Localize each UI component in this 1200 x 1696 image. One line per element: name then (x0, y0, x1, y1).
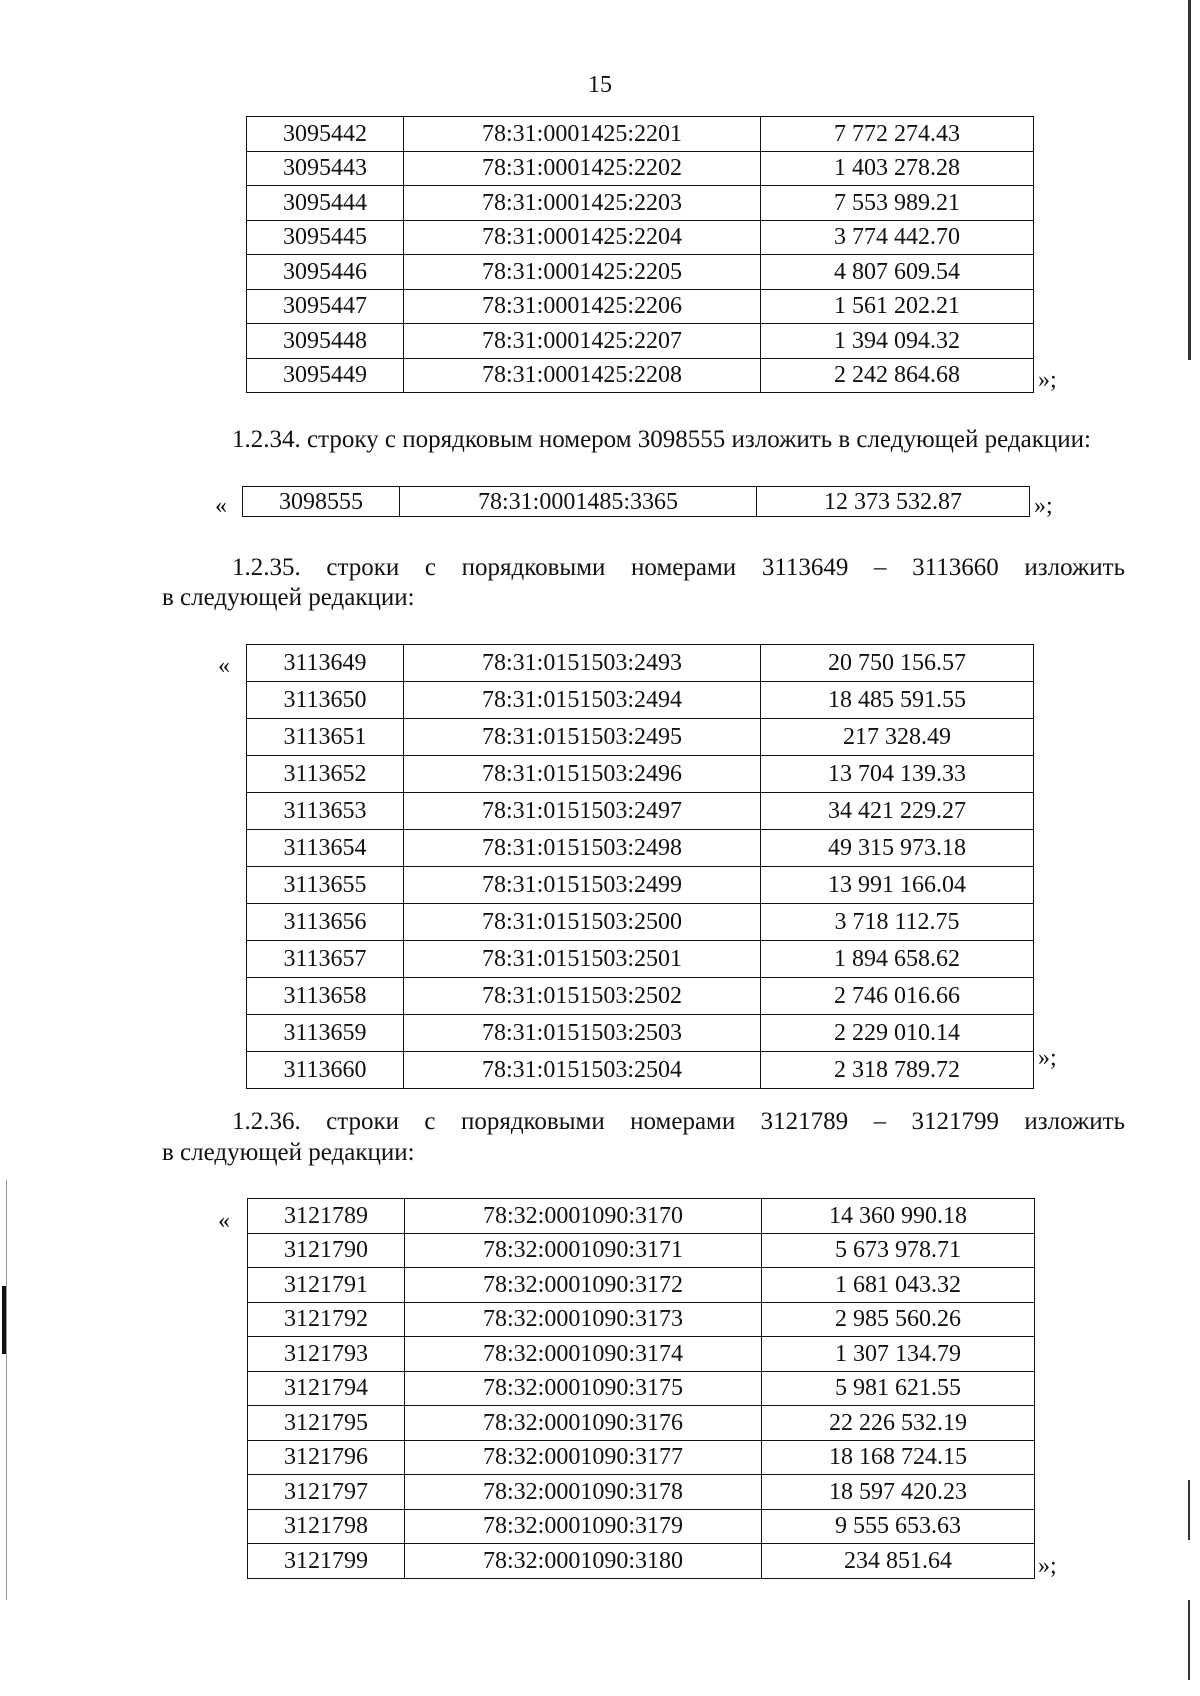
heading-1-2-36-line1: 1.2.36. строки с порядковыми номерами 3121789 – 3121799 изложить (232, 1108, 1125, 1135)
row-number-cell: 3121789 (248, 1199, 405, 1234)
cadastral-value-cell: 18 597 420.23 (762, 1475, 1035, 1510)
close-quote: »; (1034, 493, 1053, 519)
cadastral-number-cell: 78:31:0001425:2201 (404, 117, 761, 152)
heading-1-2-36-line2: в следующей редакции: (162, 1139, 415, 1166)
row-number-cell: 3095449 (247, 358, 404, 393)
row-number-cell: 3113652 (247, 756, 404, 793)
cadastral-number-cell: 78:32:0001090:3172 (405, 1268, 762, 1303)
cadastral-value-cell: 4 807 609.54 (761, 255, 1034, 290)
cadastral-value-cell: 5 981 621.55 (762, 1371, 1035, 1406)
table-row (247, 904, 1034, 941)
cadastral-value-cell: 217 328.49 (761, 719, 1034, 756)
cadastral-value-cell: 5 673 978.71 (762, 1233, 1035, 1268)
close-quote: »; (1038, 1553, 1057, 1579)
cadastral-value-cell: 2 242 864.68 (761, 358, 1034, 393)
cadastral-value-cell: 7 553 989.21 (761, 186, 1034, 221)
row-number-cell: 3121790 (248, 1233, 405, 1268)
close-quote: »; (1038, 1045, 1057, 1071)
registry-table-3113649-3113660 (246, 644, 1034, 1089)
cadastral-value-cell: 1 561 202.21 (761, 289, 1034, 324)
cadastral-number-cell: 78:31:0001485:3365 (400, 487, 757, 517)
table-row (248, 1544, 1035, 1579)
cadastral-number-cell: 78:31:0001425:2206 (404, 289, 761, 324)
row-number-cell: 3121793 (248, 1337, 405, 1372)
table-row (247, 682, 1034, 719)
heading-1-2-35-line2: в следующей редакции: (162, 584, 415, 611)
cadastral-number-cell: 78:31:0151503:2498 (404, 830, 761, 867)
cadastral-value-cell: 2 318 789.72 (761, 1052, 1034, 1089)
table-row (243, 487, 1030, 517)
cadastral-value-cell: 34 421 229.27 (761, 793, 1034, 830)
cadastral-number-cell: 78:31:0001425:2203 (404, 186, 761, 221)
cadastral-number-cell: 78:31:0001425:2205 (404, 255, 761, 290)
open-quote: « (215, 493, 227, 519)
table-row (247, 867, 1034, 904)
row-number-cell: 3121798 (248, 1509, 405, 1544)
cadastral-number-cell: 78:31:0151503:2497 (404, 793, 761, 830)
cadastral-value-cell: 12 373 532.87 (757, 487, 1030, 517)
cadastral-number-cell: 78:31:0001425:2204 (404, 220, 761, 255)
cadastral-value-cell: 14 360 990.18 (762, 1199, 1035, 1234)
table-row (247, 186, 1034, 221)
cadastral-value-cell: 1 894 658.62 (761, 941, 1034, 978)
row-number-cell: 3113650 (247, 682, 404, 719)
table-row (247, 151, 1034, 186)
row-number-cell: 3113654 (247, 830, 404, 867)
table-row (247, 1052, 1034, 1089)
row-number-cell: 3121792 (248, 1302, 405, 1337)
table-row (248, 1406, 1035, 1441)
cadastral-value-cell: 7 772 274.43 (761, 117, 1034, 152)
row-number-cell: 3113653 (247, 793, 404, 830)
table-row (248, 1302, 1035, 1337)
cadastral-value-cell: 3 718 112.75 (761, 904, 1034, 941)
row-number-cell: 3113649 (247, 645, 404, 682)
table-row (248, 1268, 1035, 1303)
table-row (247, 830, 1034, 867)
page-number: 15 (588, 72, 612, 98)
open-quote: « (218, 653, 230, 679)
row-number-cell: 3113660 (247, 1052, 404, 1089)
cadastral-number-cell: 78:32:0001090:3179 (405, 1509, 762, 1544)
table-row (247, 324, 1034, 359)
cadastral-value-cell: 3 774 442.70 (761, 220, 1034, 255)
row-number-cell: 3098555 (243, 487, 400, 517)
cadastral-number-cell: 78:31:0151503:2496 (404, 756, 761, 793)
table-row (248, 1233, 1035, 1268)
table-row (247, 358, 1034, 393)
row-number-cell: 3095447 (247, 289, 404, 324)
row-number-cell: 3113659 (247, 1015, 404, 1052)
table-row (247, 289, 1034, 324)
cadastral-number-cell: 78:32:0001090:3171 (405, 1233, 762, 1268)
cadastral-number-cell: 78:32:0001090:3170 (405, 1199, 762, 1234)
table-row (248, 1440, 1035, 1475)
table-row (247, 756, 1034, 793)
row-number-cell: 3113657 (247, 941, 404, 978)
heading-1-2-35-line1: 1.2.35. строки с порядковыми номерами 3113649 – 3113660 изложить (232, 554, 1125, 581)
scan-margin-line (1188, 1480, 1190, 1540)
table-row (247, 978, 1034, 1015)
row-number-cell: 3113651 (247, 719, 404, 756)
cadastral-value-cell: 18 168 724.15 (762, 1440, 1035, 1475)
cadastral-number-cell: 78:31:0151503:2504 (404, 1052, 761, 1089)
cadastral-number-cell: 78:31:0001425:2208 (404, 358, 761, 393)
cadastral-value-cell: 234 851.64 (762, 1544, 1035, 1579)
cadastral-number-cell: 78:32:0001090:3178 (405, 1475, 762, 1510)
cadastral-number-cell: 78:31:0151503:2493 (404, 645, 761, 682)
cadastral-number-cell: 78:32:0001090:3177 (405, 1440, 762, 1475)
cadastral-value-cell: 9 555 653.63 (762, 1509, 1035, 1544)
heading-1-2-34: 1.2.34. строку с порядковым номером 3098555 изложить в следующей редакции: (232, 426, 1091, 453)
scan-margin-line (1188, 0, 1191, 360)
row-number-cell: 3095443 (247, 151, 404, 186)
row-number-cell: 3121797 (248, 1475, 405, 1510)
table-row (247, 793, 1034, 830)
cadastral-value-cell: 49 315 973.18 (761, 830, 1034, 867)
row-number-cell: 3095446 (247, 255, 404, 290)
cadastral-value-cell: 1 681 043.32 (762, 1268, 1035, 1303)
cadastral-number-cell: 78:32:0001090:3174 (405, 1337, 762, 1372)
cadastral-number-cell: 78:31:0001425:2207 (404, 324, 761, 359)
row-number-cell: 3113656 (247, 904, 404, 941)
row-number-cell: 3113658 (247, 978, 404, 1015)
table-row (248, 1199, 1035, 1234)
cadastral-value-cell: 2 985 560.26 (762, 1302, 1035, 1337)
cadastral-number-cell: 78:31:0001425:2202 (404, 151, 761, 186)
row-number-cell: 3095444 (247, 186, 404, 221)
table-row (247, 117, 1034, 152)
cadastral-value-cell: 2 229 010.14 (761, 1015, 1034, 1052)
cadastral-value-cell: 22 226 532.19 (762, 1406, 1035, 1441)
close-quote: »; (1038, 367, 1057, 393)
row-number-cell: 3121791 (248, 1268, 405, 1303)
cadastral-value-cell: 20 750 156.57 (761, 645, 1034, 682)
cadastral-number-cell: 78:32:0001090:3180 (405, 1544, 762, 1579)
row-number-cell: 3095445 (247, 220, 404, 255)
table-row (247, 645, 1034, 682)
table-row (247, 941, 1034, 978)
row-number-cell: 3121799 (248, 1544, 405, 1579)
row-number-cell: 3095442 (247, 117, 404, 152)
table-row (247, 220, 1034, 255)
registry-table-continuation (246, 116, 1034, 393)
cadastral-value-cell: 1 307 134.79 (762, 1337, 1035, 1372)
cadastral-value-cell: 13 991 166.04 (761, 867, 1034, 904)
cadastral-value-cell: 1 403 278.28 (761, 151, 1034, 186)
cadastral-number-cell: 78:31:0151503:2501 (404, 941, 761, 978)
cadastral-number-cell: 78:31:0151503:2494 (404, 682, 761, 719)
cadastral-number-cell: 78:32:0001090:3176 (405, 1406, 762, 1441)
cadastral-value-cell: 1 394 094.32 (761, 324, 1034, 359)
table-row (247, 1015, 1034, 1052)
row-number-cell: 3121796 (248, 1440, 405, 1475)
row-number-cell: 3121795 (248, 1406, 405, 1441)
registry-table-3121789-3121799 (247, 1198, 1035, 1579)
table-row (247, 719, 1034, 756)
cadastral-number-cell: 78:31:0151503:2495 (404, 719, 761, 756)
cadastral-value-cell: 2 746 016.66 (761, 978, 1034, 1015)
row-number-cell: 3113655 (247, 867, 404, 904)
scan-margin-line (1188, 1600, 1190, 1680)
table-row (248, 1337, 1035, 1372)
cadastral-number-cell: 78:31:0151503:2499 (404, 867, 761, 904)
table-row (248, 1371, 1035, 1406)
registry-table-3098555 (242, 486, 1030, 517)
table-row (247, 255, 1034, 290)
open-quote: « (218, 1208, 230, 1234)
cadastral-number-cell: 78:32:0001090:3175 (405, 1371, 762, 1406)
row-number-cell: 3121794 (248, 1371, 405, 1406)
cadastral-value-cell: 18 485 591.55 (761, 682, 1034, 719)
cadastral-number-cell: 78:31:0151503:2500 (404, 904, 761, 941)
cadastral-number-cell: 78:31:0151503:2503 (404, 1015, 761, 1052)
cadastral-number-cell: 78:31:0151503:2502 (404, 978, 761, 1015)
table-row (248, 1509, 1035, 1544)
table-row (248, 1475, 1035, 1510)
cadastral-number-cell: 78:32:0001090:3173 (405, 1302, 762, 1337)
scan-margin-line (6, 1180, 7, 1600)
cadastral-value-cell: 13 704 139.33 (761, 756, 1034, 793)
row-number-cell: 3095448 (247, 324, 404, 359)
